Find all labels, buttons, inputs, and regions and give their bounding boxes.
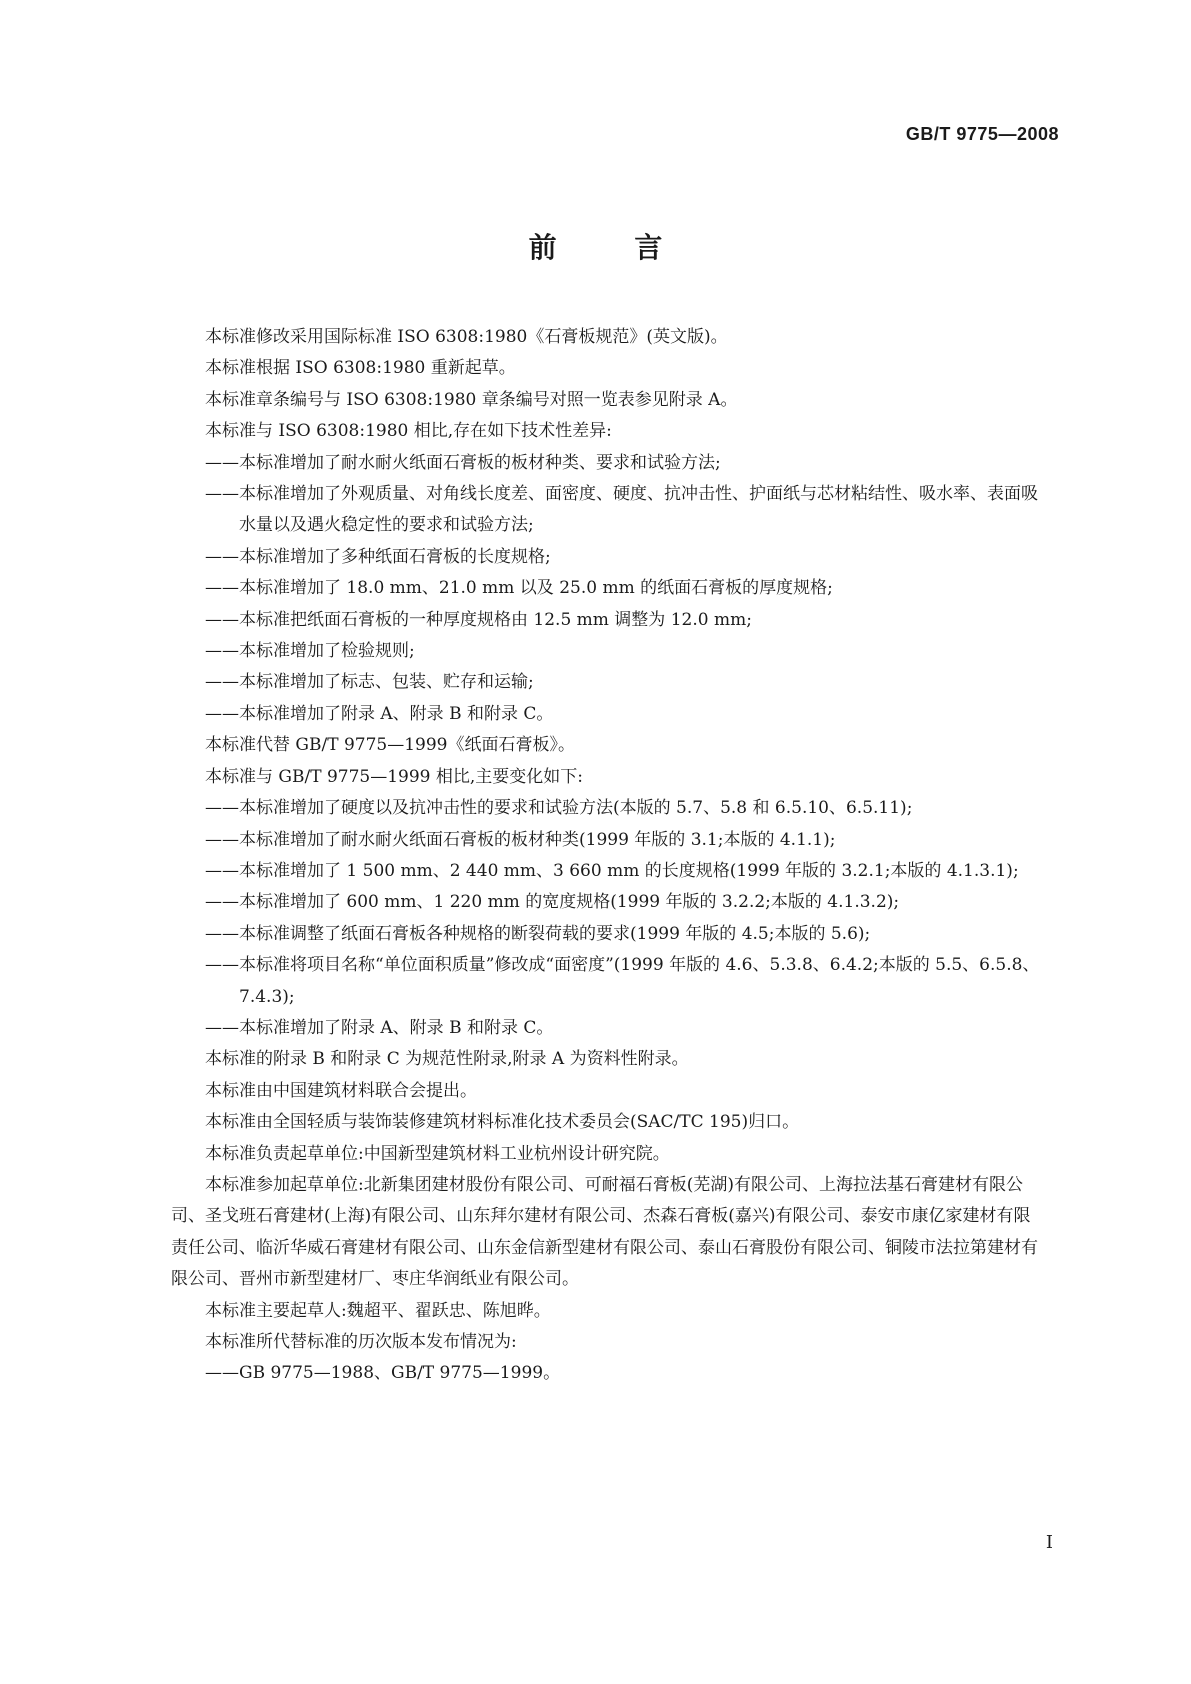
list-item: ——本标准把纸面石膏板的一种厚度规格由 12.5 mm 调整为 12.0 mm; — [205, 609, 752, 630]
list-item: ——本标准增加了多种纸面石膏板的长度规格; — [205, 546, 551, 567]
paragraph: 本标准章条编号与 ISO 6308:1980 章条编号对照一览表参见附录 A。 — [205, 389, 738, 410]
paragraph: 本标准主要起草人:魏超平、翟跃忠、陈旭晔。 — [205, 1300, 551, 1321]
paragraph: 本标准负责起草单位:中国新型建筑材料工业杭州设计研究院。 — [205, 1143, 670, 1164]
paragraph: 本标准与 ISO 6308:1980 相比,存在如下技术性差异: — [205, 421, 612, 442]
paragraph: 本标准所代替标准的历次版本发布情况为: — [205, 1332, 517, 1352]
list-item: ——本标准增加了 1 500 mm、2 440 mm、3 660 mm 的长度规格(1999 年版的 3.2.1;本版的 4.1.3.1); — [205, 860, 1019, 881]
list-item: ——本标准增加了附录 A、附录 B 和附录 C。 — [205, 1017, 554, 1038]
list-item: ——本标准将项目名称“单位面积质量”修改成“面密度”(1999 年版的 4.6、5.3.8、6.4.2;本版的 5.5、6.5.8、7.4.3); — [205, 955, 1040, 1007]
paragraph: 本标准代替 GB/T 9775—1999《纸面石膏板》。 — [205, 735, 575, 756]
list-item: ——本标准增加了外观质量、对角线长度差、面密度、硬度、抗冲击性、护面纸与芯材粘结性、吸水率、表面吸水量以及遇火稳定性的要求和试验方法; — [205, 484, 1038, 536]
page-title: 前 言 — [528, 231, 697, 264]
paragraph: 本标准与 GB/T 9775—1999 相比,主要变化如下: — [205, 766, 584, 787]
list-item: ——本标准增加了耐水耐火纸面石膏板的板材种类(1999 年版的 3.1;本版的 4.1.1); — [205, 829, 836, 850]
document-body — [171, 322, 1041, 1390]
list-item: ——本标准增加了耐水耐火纸面石膏板的板材种类、要求和试验方法; — [205, 452, 721, 473]
list-item: ——GB 9775—1988、GB/T 9775—1999。 — [205, 1363, 561, 1384]
standard-code: GB/T 9775—2008 — [905, 124, 1059, 144]
list-item: ——本标准增加了附录 A、附录 B 和附录 C。 — [205, 703, 554, 724]
paragraph: 本标准的附录 B 和附录 C 为规范性附录,附录 A 为资料性附录。 — [205, 1049, 689, 1070]
paragraph: 本标准根据 ISO 6308:1980 重新起草。 — [205, 358, 516, 379]
list-item: ——本标准增加了 600 mm、1 220 mm 的宽度规格(1999 年版的 3.2.2;本版的 4.1.3.2); — [205, 892, 900, 913]
list-item: ——本标准增加了标志、包装、贮存和运输; — [205, 672, 534, 693]
list-item: ——本标准增加了检验规则; — [205, 641, 415, 662]
paragraph: 本标准由中国建筑材料联合会提出。 — [205, 1080, 477, 1101]
page-number: I — [1045, 1532, 1053, 1553]
list-item: ——本标准增加了硬度以及抗冲击性的要求和试验方法(本版的 5.7、5.8 和 6.5.10、6.5.11); — [205, 798, 913, 819]
paragraph: 本标准修改采用国际标准 ISO 6308:1980《石膏板规范》(英文版)。 — [205, 327, 728, 347]
list-item: ——本标准调整了纸面石膏板各种规格的断裂荷载的要求(1999 年版的 4.5;本版的 5.6); — [205, 923, 871, 944]
paragraph: 本标准由全国轻质与装饰装修建筑材料标准化技术委员会(SAC/TC 195)归口。 — [205, 1112, 800, 1133]
list-item: ——本标准增加了 18.0 mm、21.0 mm 以及 25.0 mm 的纸面石膏板的厚度规格; — [205, 578, 833, 599]
paragraph: 本标准参加起草单位:北新集团建材股份有限公司、可耐福石膏板(芜湖)有限公司、上海拉法基石膏建材有限公司、圣戈班石膏建材(上海)有限公司、山东拜尔建材有限公司、杰森石膏板(嘉兴)有限公司、泰安市康亿家建材有限责任公司、临沂华威石膏建材有限公司、山东金信新型建材有限公司、泰山石膏股份有限公司、铜陵市法拉第建材有限公司、晋州市新型建材厂、枣庄华润纸业有限公司。 — [171, 1174, 1038, 1290]
